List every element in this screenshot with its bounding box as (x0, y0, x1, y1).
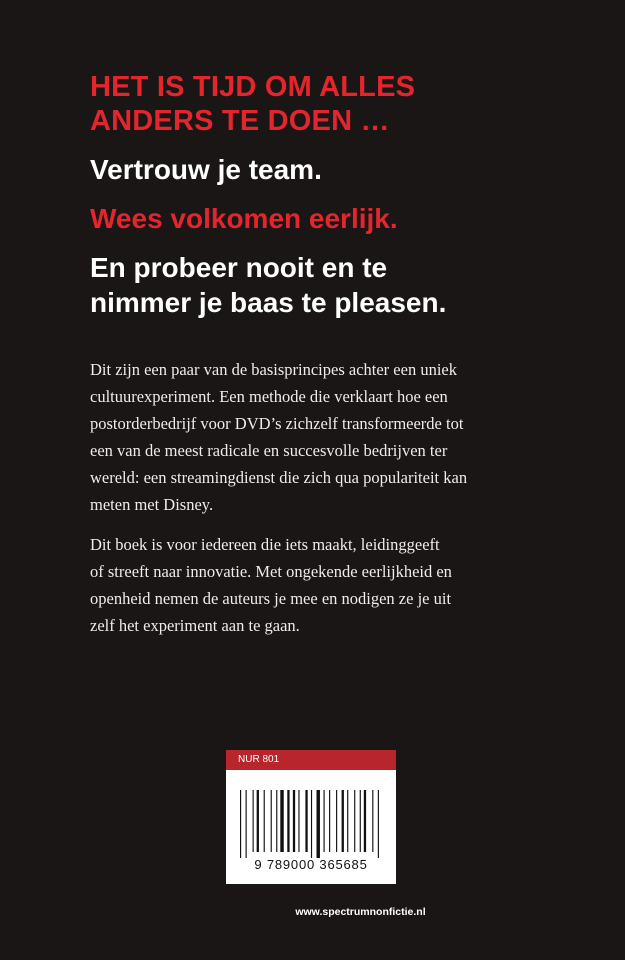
blurb-paragraph-2 (90, 531, 530, 639)
blurb-paragraph-1 (90, 356, 530, 518)
isbn-number: 9 789000 365685 (254, 857, 368, 872)
barcode-icon (236, 790, 386, 858)
statement-line-1: En probeer nooit en te (90, 252, 388, 283)
blurb-line: openheid nemen de auteurs je mee en nodigen ze je uit (90, 589, 452, 608)
blurb-line: meten met Disney. (90, 495, 214, 514)
blurb-line: of streeft naar innovatie. Met ongekende eerlijkheid en (90, 562, 452, 581)
isbn-barcode-label (226, 750, 396, 884)
blurb-line: postorderbedrijf voor DVD’s zichzelf transformeerde tot (90, 414, 464, 433)
cover-headline (90, 70, 590, 138)
blurb-line: een van de meest radicale en succesvolle bedrijven ter (90, 441, 448, 460)
blurb-line: Dit zijn een paar van de basisprincipes achter een uniek (90, 360, 457, 379)
statement-trust-team: Vertrouw je team. (90, 154, 322, 185)
headline-line-1: HET IS TIJD OM ALLES (90, 71, 416, 103)
statement-be-honest: Wees volkomen eerlijk. (90, 203, 398, 234)
blurb-line: wereld: een streamingdienst die zich qua populariteit kan (90, 468, 468, 487)
statement-line-2: nimmer je baas te pleasen. (90, 287, 447, 318)
statement-never-please-boss (90, 250, 590, 320)
blurb-line: zelf het experiment aan te gaan. (90, 616, 300, 635)
nur-code-bar: NUR 801 (226, 750, 396, 770)
headline-line-2: ANDERS TE DOEN … (90, 105, 390, 137)
blurb-line: cultuurexperiment. Een methode die verklaart hoe een (90, 387, 448, 406)
blurb-line: Dit boek is voor iedereen die iets maakt, leidinggeeft (90, 535, 440, 554)
publisher-website: www.spectrumnonfictie.nl (295, 906, 426, 918)
